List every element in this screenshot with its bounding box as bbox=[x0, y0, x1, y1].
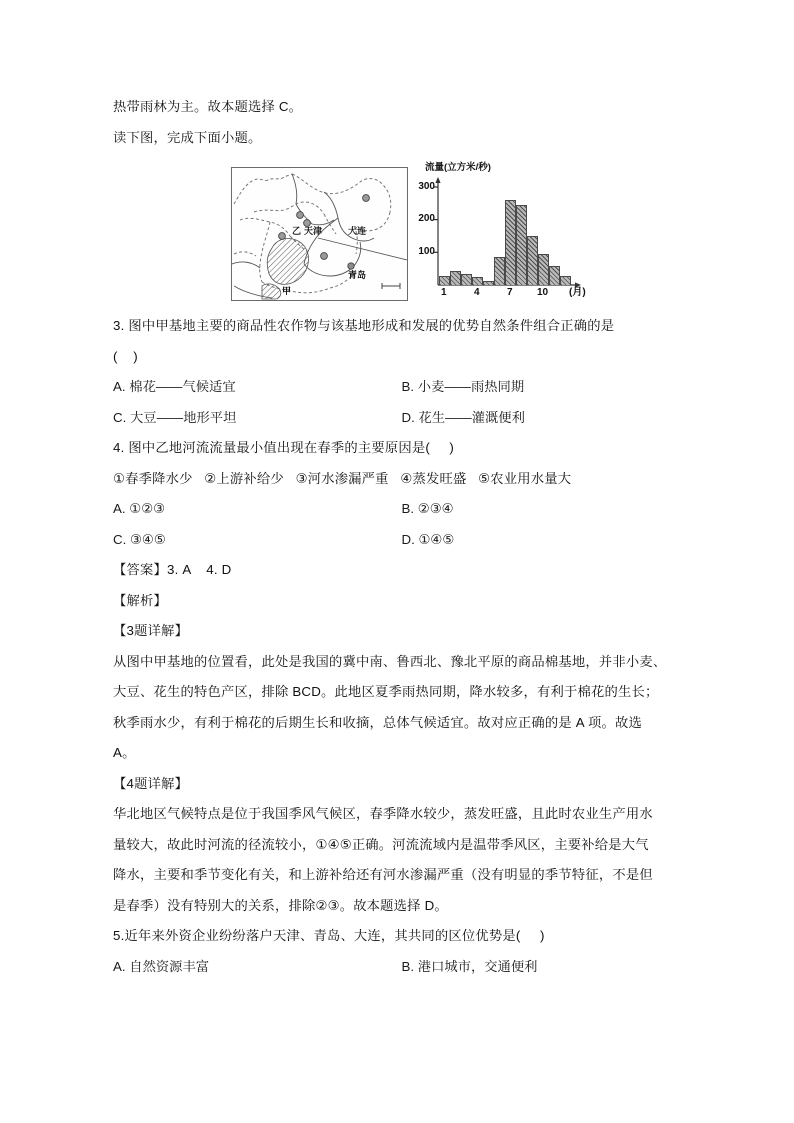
map-label-qingdao: 青岛 bbox=[348, 270, 367, 280]
y-tick-labels bbox=[409, 175, 435, 293]
q3-opt-a-key: A. bbox=[113, 379, 126, 394]
question-4-analysis-line-3: 降水，主要和季节变化有关，和上游补给还有河水渗漏严重（没有明显的季节特征，不是但 bbox=[113, 867, 653, 882]
scale-bar bbox=[382, 283, 400, 289]
y-tick-100: 100 bbox=[418, 246, 435, 257]
question-3-analysis-line-2: 大豆、花生的特色产区，排除 BCD。此地区夏季雨热同期，降水较多，有利于棉花的生长； bbox=[113, 684, 659, 699]
x-tick-labels bbox=[439, 287, 584, 303]
question-3-stem-line-2: ( ) bbox=[113, 348, 138, 364]
question-5-options-row-1 bbox=[113, 952, 690, 983]
x-tick-1: 1 bbox=[441, 287, 447, 298]
map-label-jia: 甲 bbox=[282, 286, 292, 296]
q3-opt-b-key: B. bbox=[401, 379, 415, 394]
map-svg bbox=[232, 168, 407, 300]
q3-opt-d-key: D. bbox=[401, 409, 415, 425]
q5-opt-b-key: B. bbox=[401, 958, 415, 974]
y-tick-300: 300 bbox=[418, 181, 435, 192]
bar-month-3 bbox=[461, 274, 472, 285]
question-3-analysis-line-1: 从图中甲基地的位置看，此处是我国的冀中南、鲁西北、豫北平原的商品棉基地，并非小麦、 bbox=[113, 653, 667, 669]
question-4-analysis-line-2: 量较大，故此时河流的径流较小，①④⑤正确。河流流域内是温带季风区，主要补给是大气 bbox=[113, 836, 649, 852]
question-4-stem: 4. 图中乙地河流流量最小值出现在春季的主要原因是( ) bbox=[113, 440, 455, 455]
y-tick-200: 200 bbox=[418, 213, 435, 224]
question-4-analysis-line-4: 是春季）没有特别大的关系，排除②③。故本题选择 D。 bbox=[113, 897, 448, 913]
bar-month-12 bbox=[560, 276, 571, 285]
map-label-dalian: 大连 bbox=[348, 226, 367, 236]
question-4-options-row-1 bbox=[113, 494, 690, 525]
question-3-options-row-1 bbox=[113, 372, 690, 403]
q4-opt-b-text: ②③④ bbox=[417, 501, 454, 516]
bar-month-10 bbox=[538, 254, 549, 285]
intro-line-2: 读下图，完成下面小题。 bbox=[113, 129, 262, 145]
question-5-option-b[interactable] bbox=[402, 952, 691, 983]
question-3-analysis-line-4: A。 bbox=[113, 745, 136, 760]
q4-opt-b-key: B. bbox=[401, 501, 415, 516]
map-of-north-china bbox=[231, 167, 408, 301]
question-5-stem: 5.近年来外资企业纷纷落户天津、青岛、大连，其共同的区位优势是( ) bbox=[113, 928, 545, 943]
discharge-bar-chart bbox=[409, 159, 584, 307]
q4-opt-d-text: ①④⑤ bbox=[418, 531, 455, 547]
question-3-option-b[interactable] bbox=[402, 372, 691, 403]
bar-month-9 bbox=[527, 236, 538, 285]
question-5-option-a[interactable] bbox=[113, 952, 402, 983]
question-3-option-c[interactable] bbox=[113, 403, 402, 434]
question-4-option-c[interactable] bbox=[113, 525, 402, 556]
x-axis-unit-month: (月) bbox=[569, 287, 586, 298]
q4-opt-c-text: ③④⑤ bbox=[130, 531, 166, 547]
chart-plot-area bbox=[409, 175, 584, 307]
question-4-option-a[interactable] bbox=[113, 494, 402, 525]
bar-month-7 bbox=[505, 200, 516, 285]
bar-month-4 bbox=[472, 277, 483, 285]
chart-bars bbox=[439, 189, 571, 285]
question-4-analysis-header: 【4题详解】 bbox=[113, 775, 189, 791]
question-4-options-row-2 bbox=[113, 525, 690, 556]
question-4-option-b[interactable] bbox=[402, 494, 691, 525]
q5-opt-a-text: 自然资源丰富 bbox=[129, 958, 210, 974]
question-3-option-a[interactable] bbox=[113, 372, 402, 403]
bar-month-2 bbox=[450, 271, 461, 285]
x-tick-10: 10 bbox=[537, 287, 549, 298]
q4-opt-d-key: D. bbox=[401, 531, 415, 547]
chart-axis-title: 流量(立方米/秒) bbox=[425, 162, 491, 173]
bar-month-11 bbox=[549, 266, 560, 285]
question-4-choices-line: ①春季降水少 ②上游补给少 ③河水渗漏严重 ④蒸发旺盛 ⑤农业用水量大 bbox=[113, 470, 572, 486]
question-3-analysis-line-3: 秋季雨水少，有利于棉花的后期生长和收摘，总体气候适宜。故对应正确的是 A 项。故选 bbox=[113, 714, 643, 730]
question-3-option-d[interactable] bbox=[402, 403, 691, 434]
question-3-analysis-header: 【3题详解】 bbox=[113, 623, 189, 638]
question-4-analysis-line-1: 华北地区气候特点是位于我国季风气候区，春季降水较少，蒸发旺盛，且此时农业生产用水 bbox=[113, 806, 653, 821]
q3-opt-c-key: C. bbox=[113, 409, 127, 425]
q3-opt-c-text: 大豆——地形平坦 bbox=[130, 409, 237, 425]
q4-opt-c-key: C. bbox=[113, 531, 127, 547]
x-tick-7: 7 bbox=[507, 287, 513, 298]
x-tick-4: 4 bbox=[474, 287, 480, 298]
map-label-yi: 乙 bbox=[292, 226, 302, 236]
q4-opt-a-text: ①②③ bbox=[129, 501, 166, 516]
analysis-header: 【解析】 bbox=[113, 592, 167, 608]
q3-opt-a-text: 棉花——气候适宜 bbox=[129, 379, 236, 394]
q3-opt-d-text: 花生——灌溉便利 bbox=[418, 409, 525, 425]
bar-month-8 bbox=[516, 205, 527, 285]
bar-month-1 bbox=[439, 276, 450, 285]
question-3-options-row-2 bbox=[113, 403, 690, 434]
figure-map-and-chart bbox=[113, 159, 690, 309]
q5-opt-a-key: A. bbox=[113, 958, 126, 974]
answer-line: 【答案】3. A 4. D bbox=[113, 562, 232, 577]
map-label-tianjin: 天津 bbox=[304, 226, 323, 236]
question-3-stem-line-1: 3. 图中甲基地主要的商品性农作物与该基地形成和发展的优势自然条件组合正确的是 bbox=[113, 318, 615, 333]
q3-opt-b-text: 小麦——雨热同期 bbox=[417, 379, 525, 394]
q4-opt-a-key: A. bbox=[113, 501, 126, 516]
bar-month-5 bbox=[483, 281, 494, 286]
bar-month-6 bbox=[494, 257, 505, 286]
q5-opt-b-text: 港口城市，交通便利 bbox=[417, 958, 538, 974]
intro-line-1: 热带雨林为主。故本题选择 C。 bbox=[113, 99, 303, 114]
question-4-option-d[interactable] bbox=[402, 525, 691, 556]
